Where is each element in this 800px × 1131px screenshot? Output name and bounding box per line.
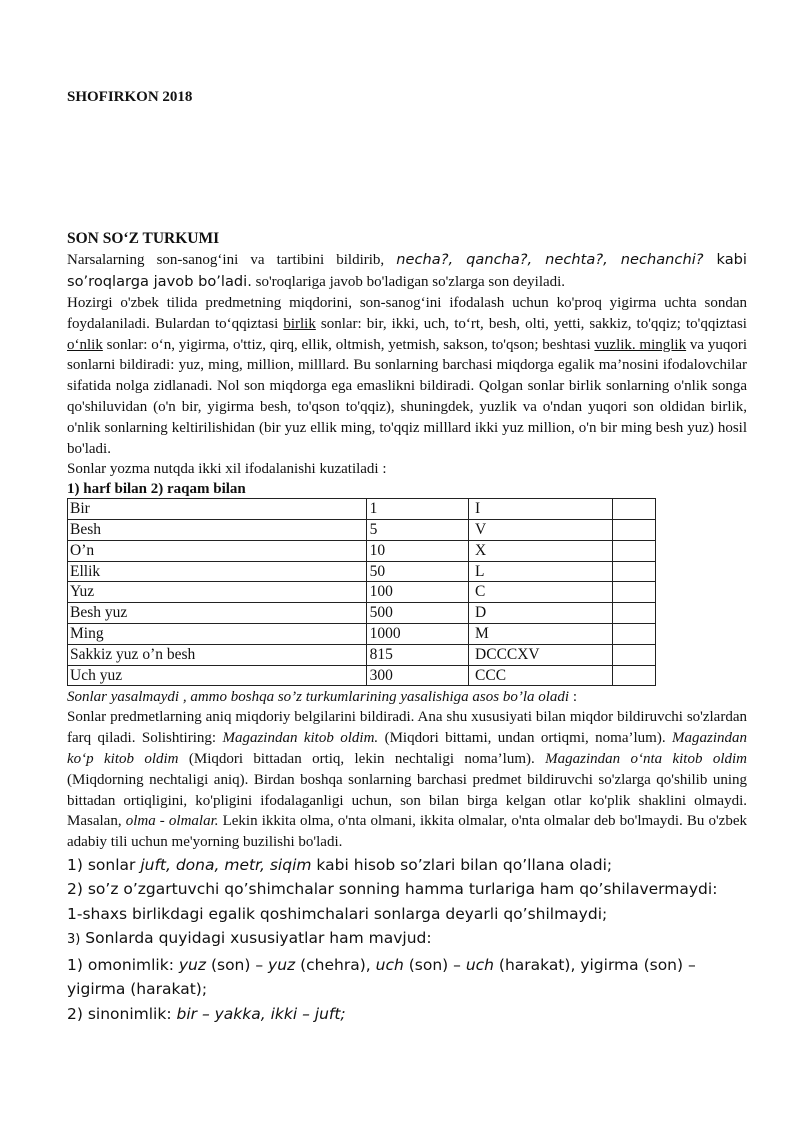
- para-text: (Miqdori bittadan ortiq, lekin nechtaligi noma’lum).: [178, 750, 546, 767]
- roman-cell: V: [469, 519, 613, 540]
- word-cell: Ellik: [68, 561, 367, 582]
- example-4: olma - olmalar.: [125, 813, 219, 830]
- table-row: [68, 644, 656, 665]
- word-cell: O’n: [68, 540, 367, 561]
- empty-cell: [613, 561, 656, 582]
- para-text: sonlar: bir, ikki, uch, to‘rt, besh, olti, yetti, sakkiz, to'qqiz; to'qqiztasi: [315, 315, 747, 332]
- table-row: [68, 499, 656, 520]
- empty-cell: [613, 623, 656, 644]
- example-word: uch: [375, 955, 404, 974]
- para-text: Lekin ikkita olma, o'nta olmani, ikkita olmalar, o'nta olmalar deb bo'lmaydi. Bu o'zbek adabiy tili uchun me'yorning buzilishi bo'ladi.: [67, 813, 747, 851]
- list-item-6: [67, 1002, 747, 1027]
- table-row: [68, 603, 656, 624]
- list-text: (son) –: [206, 955, 269, 974]
- example-word: yuz: [268, 955, 296, 974]
- roman-cell: D: [469, 603, 613, 624]
- intro-text: Narsalarning son-sanog‘ini va tartibini bildirib,: [67, 252, 397, 268]
- list-text: kabi hisob so’zlari bilan qo’llana oladi;: [311, 855, 613, 874]
- intro-paragraph-1: [67, 249, 747, 293]
- intro-paragraph-3: Sonlar yozma nutqda ikki xil ifodalanishi kuzatiladi :: [67, 461, 387, 478]
- example-3: Magazindan o‘nta kitob oldim: [545, 750, 747, 767]
- example-1: Magazindan kitob oldim.: [222, 730, 379, 747]
- list-text: (chehra),: [295, 955, 376, 974]
- roman-cell: CCC: [469, 665, 613, 686]
- note-colon: :: [569, 689, 578, 706]
- roman-cell: L: [469, 561, 613, 582]
- list-item-3: 1-shaxs birlikdagi egalik qoshimchalari sonlarga deyarli qo’shilmaydi;: [67, 904, 608, 923]
- para-text: (Miqdori bittami, undan ortiqmi, noma’lum).: [378, 730, 672, 747]
- example-2: Magazindan ko‘p kitob oldim: [67, 730, 747, 767]
- para-text: Hozirgi o'zbek tilida predmetning miqdorini, son-sanog‘ini ifodalash uchun ko'proq yigirma uchta sondan foydalaniladi. Bulardan to‘qqiztasi: [67, 295, 747, 332]
- list-number: 3): [67, 932, 81, 948]
- empty-cell: [613, 582, 656, 603]
- term-birlik: birlik: [283, 315, 316, 332]
- table-row: [68, 665, 656, 686]
- para-text: va yuqori sonlarni bildiradi: yuz, ming, million, milllard. Bu sonlarning barchasi miqdorga egalik ma’nosini ifodalovchilar sifatida nolga zidlanadi. Nol son miqdorga ega emaslikni bildiradi. Qolgan sonlar birlik sonlarning o'nlik songa qo'shiluvidan (o'n bir, yigirma besh, to'qson to'qqiz), shuningdek, yuzlik va o'ndan yuqori son oldidan birlik, o'nlik sonlarning keltirilishidan (bir yuz ellik ming, to'qqiz milllard ikki yuz million, o'n bir ming besh yuz) hosil bo'ladi.: [67, 336, 747, 457]
- word-cell: Besh yuz: [68, 603, 367, 624]
- note-italic: Sonlar yasalmaydi , ammo boshqa so’z turkumlarining yasalishiga asos bo’la oladi: [67, 689, 570, 706]
- table-row: [68, 540, 656, 561]
- roman-cell: X: [469, 540, 613, 561]
- list-text: Sonlarda quyidagi xususiyatlar ham mavjud:: [80, 929, 432, 948]
- roman-cell: DCCCXV: [469, 644, 613, 665]
- word-cell: Ming: [68, 623, 367, 644]
- arabic-cell: 5: [366, 519, 468, 540]
- para-text: Sonlar predmetlarning aniq miqdoriy belgilarini bildiradi. Ana shu xususiyati bilan miqdor bildiruvchi so'zlardan farq qiladi. Solishtiring:: [67, 709, 747, 747]
- list-text: 2) sinonimlik:: [67, 1004, 177, 1023]
- para-text: (Miqdorning nechtaligi aniq). Birdan boshqa sonlarning barchasi predmet bildiruvchi so'zlarga qo'shilib uning bittadan ortiqligini, ko'pligini ifodalaganligi uchun, son bilan birga kelgan otlar ko'plik shaklini olmaydi. Masalan,: [67, 771, 747, 830]
- word-cell: Besh: [68, 519, 367, 540]
- table-row: [68, 623, 656, 644]
- list-text: 1) omonimlik:: [67, 955, 179, 974]
- arabic-cell: 50: [366, 561, 468, 582]
- arabic-cell: 1000: [366, 623, 468, 644]
- empty-cell: [613, 519, 656, 540]
- numeral-table: [67, 498, 656, 686]
- list-item-1: [67, 853, 747, 878]
- empty-cell: [613, 603, 656, 624]
- example-word: bir – yakka, ikki – juft;: [176, 1004, 346, 1023]
- example-word: uch: [465, 955, 494, 974]
- question-words: necha?, qancha?, nechta?, nechanchi?: [396, 251, 704, 268]
- table-row: [68, 561, 656, 582]
- list-item-2: 2) so’z o’zgartuvchi qo’shimchalar sonning hamma turlariga ham qo’shilavermaydi:: [67, 880, 718, 899]
- list-item-5: [67, 953, 747, 1002]
- numeral-table-body: [68, 499, 656, 686]
- empty-cell: [613, 540, 656, 561]
- word-cell: Bir: [68, 499, 367, 520]
- word-cell: Sakkiz yuz o’n besh: [68, 644, 367, 665]
- intro-text-continued: kabi so’roqlarga javob bo’ladi.: [67, 251, 747, 290]
- arabic-cell: 815: [366, 644, 468, 665]
- list-text: 1) sonlar: [67, 855, 141, 874]
- example-word: yuz: [178, 955, 207, 974]
- intro-definition: so'roqlariga javob bo'ladigan so'zlarga son deyiladi.: [251, 274, 566, 290]
- note-line: [67, 687, 747, 707]
- table-row: [68, 582, 656, 603]
- arabic-cell: 10: [366, 540, 468, 561]
- list-item-4: [67, 926, 747, 953]
- intro-paragraph-2: [67, 293, 747, 459]
- list-text: (son) –: [403, 955, 466, 974]
- word-cell: Uch yuz: [68, 665, 367, 686]
- term-onlik: o‘nlik: [67, 336, 103, 353]
- document-header: SHOFIRKON 2018: [67, 89, 193, 105]
- empty-cell: [613, 499, 656, 520]
- roman-cell: M: [469, 623, 613, 644]
- empty-cell: [613, 644, 656, 665]
- count-words: juft, dona, metr, siqim: [140, 855, 312, 874]
- arabic-cell: 500: [366, 603, 468, 624]
- roman-cell: C: [469, 582, 613, 603]
- section-title: SON SO‘Z TURKUMI: [67, 230, 220, 247]
- table-row: [68, 519, 656, 540]
- body-paragraph: [67, 707, 747, 853]
- empty-cell: [613, 665, 656, 686]
- word-cell: Yuz: [68, 582, 367, 603]
- roman-cell: I: [469, 499, 613, 520]
- intro-paragraph-4: 1) harf bilan 2) raqam bilan: [67, 481, 246, 498]
- list-text: (harakat), yigirma (son) – yigirma (harakat);: [67, 955, 696, 999]
- arabic-cell: 300: [366, 665, 468, 686]
- arabic-cell: 1: [366, 499, 468, 520]
- arabic-cell: 100: [366, 582, 468, 603]
- document-content: [67, 229, 747, 1026]
- term-vuzlik: vuzlik. minglik: [594, 336, 687, 353]
- para-text: sonlar: o‘n, yigirma, o'ttiz, qirq, ellik, oltmish, yetmish, sakson, to'qson; beshtasi: [102, 336, 595, 353]
